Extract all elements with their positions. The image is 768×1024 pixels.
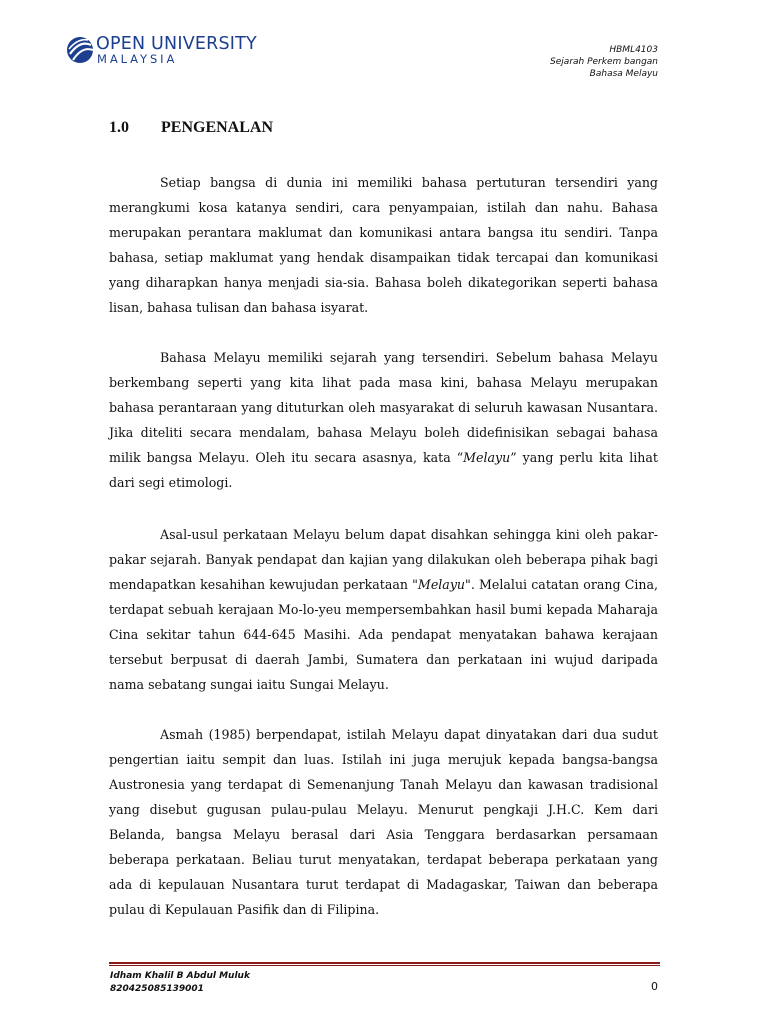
section-number: 1.0 [109,119,129,136]
footer-id-number: 820425085139001 [110,984,204,994]
paragraph-2-text-a: Bahasa Melayu memiliki sejarah yang tersendiri. Sebelum bahasa Melayu berkembang seperti yang kita lihat pada masa kini, bahasa Melayu merupakan bahasa perantaraan yang dituturkan oleh masyarakat di seluruh kawasan Nusantara. Jika diteliti secara mendalam, bahasa Melayu boleh didefinisikan sebagai bahasa milik bangsa Melayu. Oleh itu secara asasnya, kata “ [109,350,658,465]
course-title-line1: Sejarah Perkem bangan [550,57,658,67]
paragraph-3-text-b: . Melalui catatan orang Cina, terdapat sebuah kerajaan Mo-lo-yeu mempersembahkan hasil bumi kepada Maharaja Cina sekitar tahun 644-645 Masihi. Ada pendapat menyatakan bahawa kerajaan tersebut berpusat di daerah Jambi, Sumatera dan perkataan ini wujud daripada nama sebatang sungai iaitu Sungai Melayu. [109,577,658,692]
course-code: HBML4103 [609,45,658,55]
course-title-line2: Bahasa Melayu [589,69,658,79]
logo-text-line1: OPEN UNIVERSITY [96,34,257,54]
paragraph-3-term: "Melayu" [412,577,471,592]
page-number: 0 [651,980,658,993]
footer-author-block [110,970,250,996]
university-logo [66,34,266,68]
paragraph-2-term: Melayu [463,450,511,465]
section-title: PENGENALAN [161,119,274,136]
paragraph-1: Setiap bangsa di dunia ini memiliki bahasa pertuturan tersendiri yang merangkumi kosa katanya sendiri, cara penyampaian, istilah dan nahu. Bahasa merupakan perantara maklumat dan komunikasi antara bangsa itu sendiri. Tanpa bahasa, setiap maklumat yang hendak disampaikan tidak tercapai dan komunikasi yang diharapkan hanya menjadi sia-sia. Bahasa boleh dikategorikan seperti bahasa lisan, bahasa tulisan dan bahasa isyarat. [109,175,658,315]
paragraph-2 [109,345,658,495]
course-header [550,44,658,80]
footer-author-name: Idham Khalil B Abdul Muluk [110,971,250,981]
paragraph-3-text-a: Asal-usul perkataan Melayu belum dapat disahkan sehingga kini oleh pakar-pakar sejarah. Banyak pendapat dan kajian yang dilakukan oleh beberapa pihak bagi mendapatkan kesahihan kewujudan perkataan [109,527,658,592]
footer-divider [109,962,660,966]
paragraph-3 [109,522,658,697]
paragraph-2-text-b: ” yang perlu kita lihat dari segi etimologi. [109,450,658,490]
section-heading [109,119,273,137]
oum-globe-icon [66,36,94,64]
logo-text-line2: MALAYSIA [97,52,178,66]
paragraph-4: Asmah (1985) berpendapat, istilah Melayu dapat dinyatakan dari dua sudut pengertian iaitu sempit dan luas. Istilah ini juga merujuk kepada bangsa-bangsa Austronesia yang terdapat di Semenanjung Tanah Melayu dan kawasan tradisional yang disebut gugusan pulau-pulau Melayu. Menurut pengkaji J.H.C. Kem dari Belanda, bangsa Melayu berasal dari Asia Tenggara berdasarkan persamaan beberapa perkataan. Beliau turut menyatakan, terdapat beberapa perkataan yang ada di kepulauan Nusantara turut terdapat di Madagaskar, Taiwan dan beberapa pulau di Kepulauan Pasifik dan di Filipina. [109,727,658,917]
